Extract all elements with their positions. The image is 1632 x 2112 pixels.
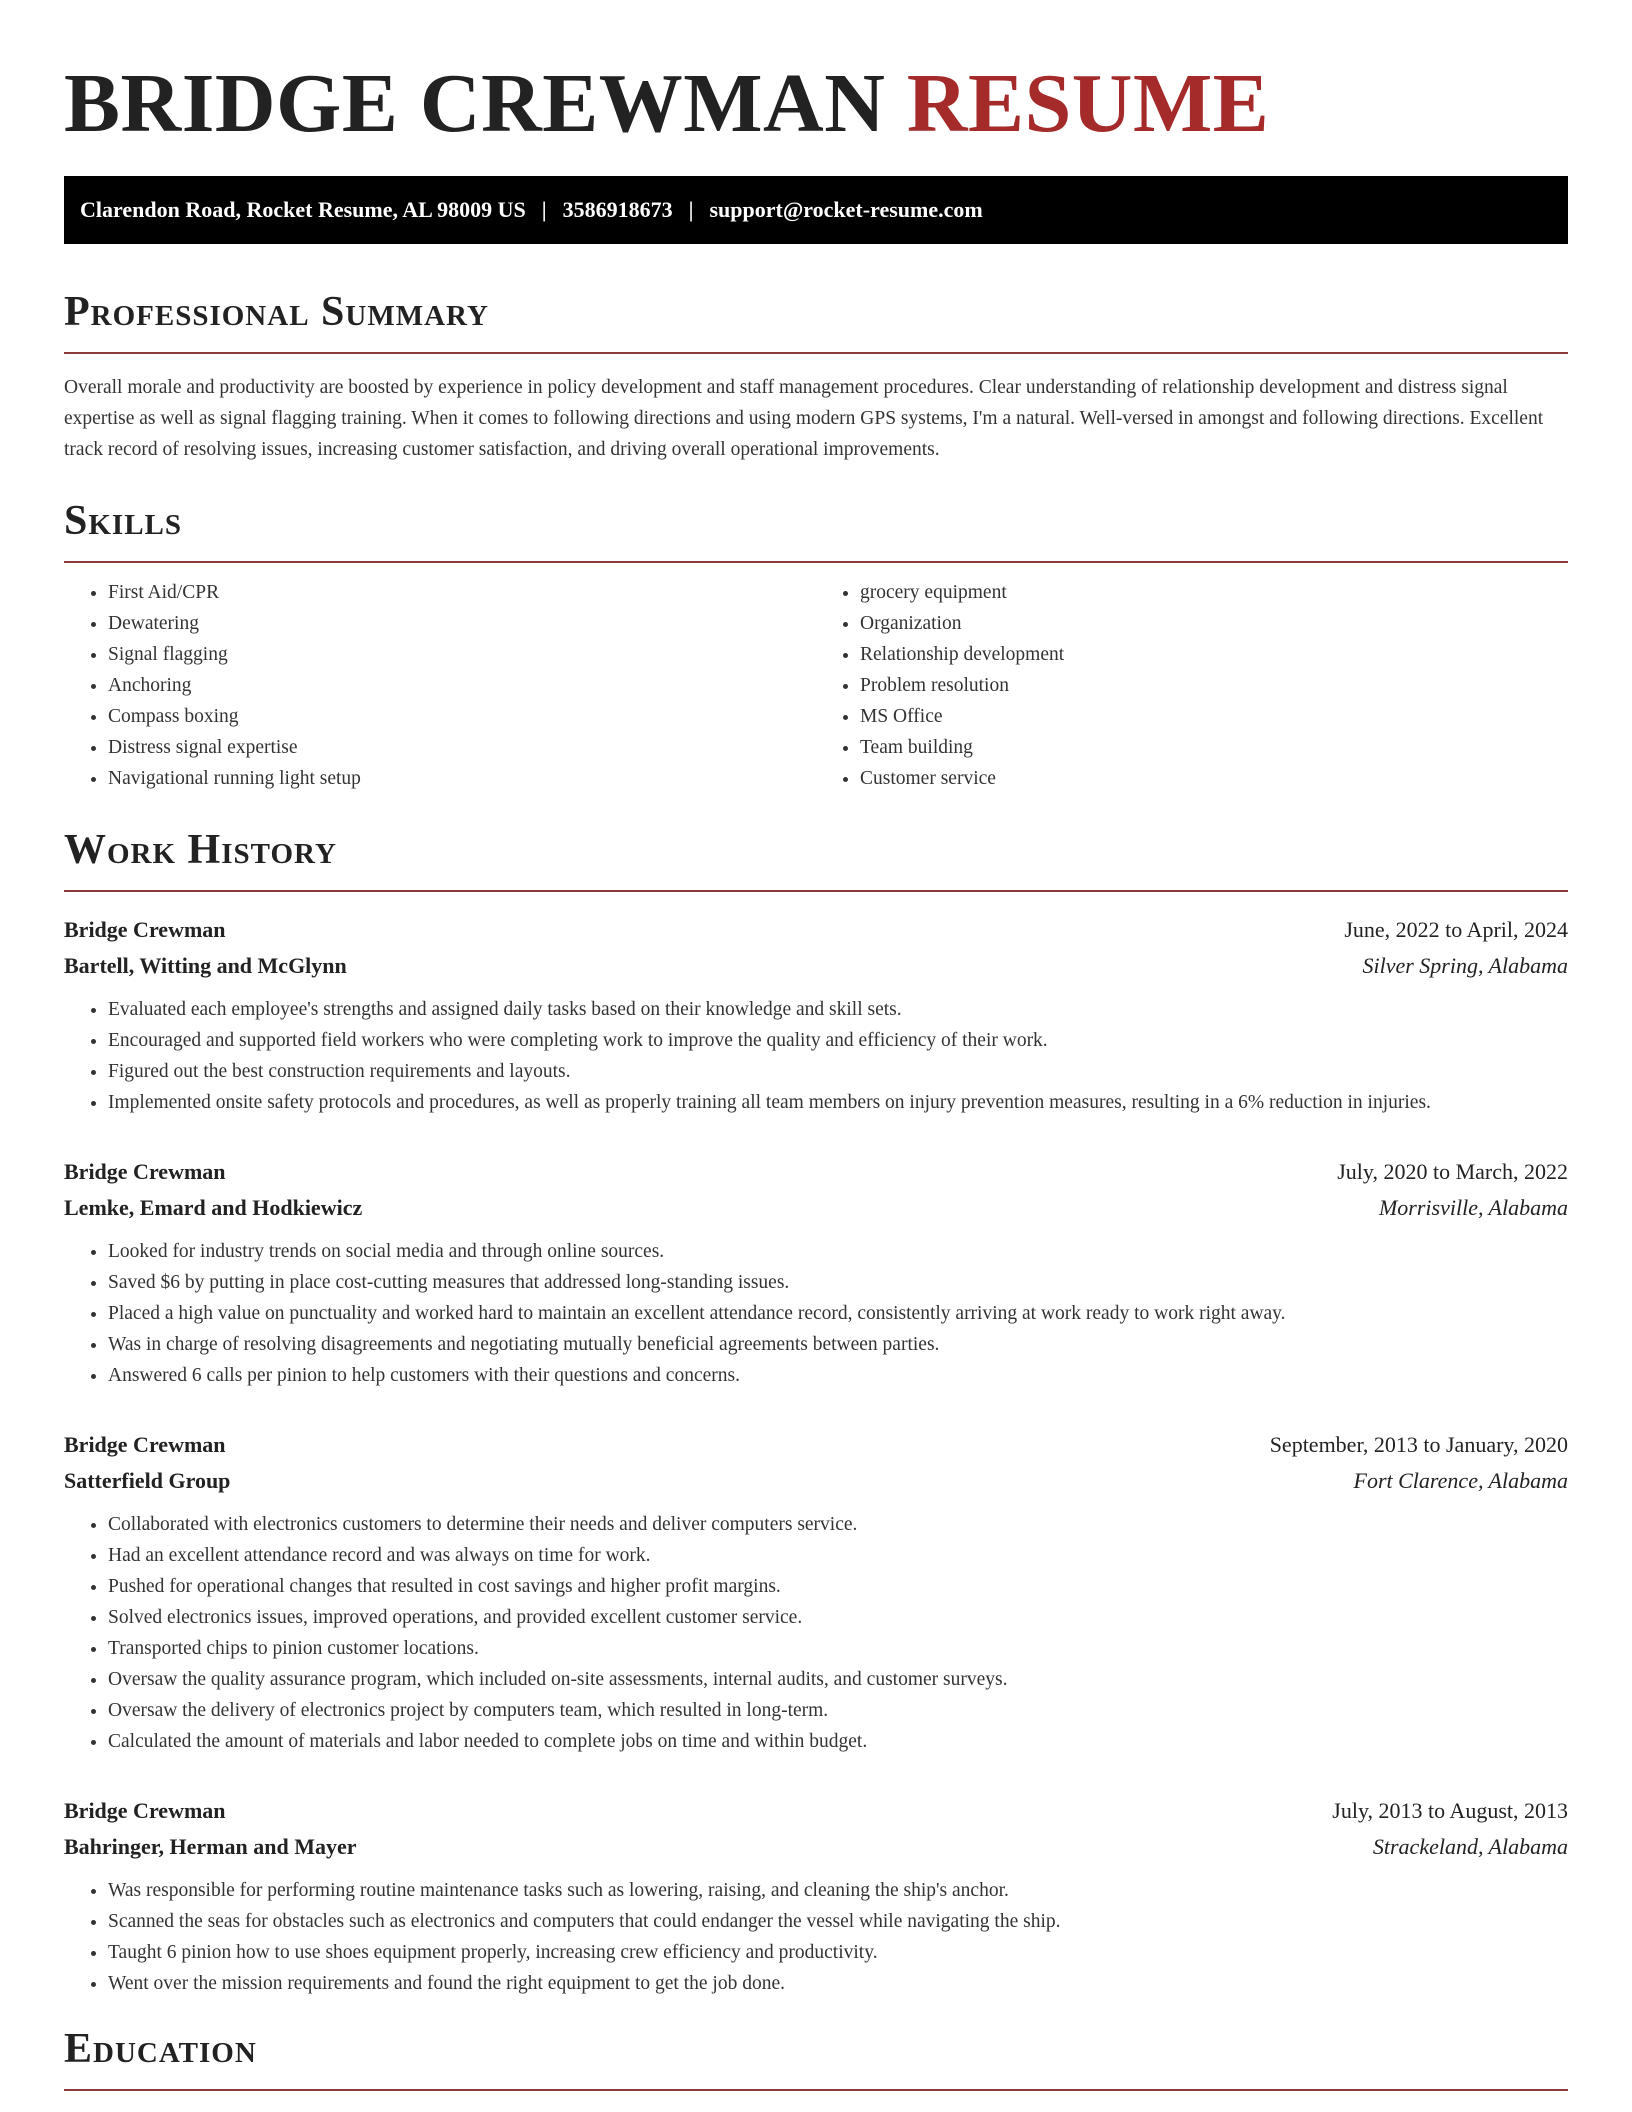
skills-list-left: [64, 577, 816, 794]
section-divider: [64, 352, 1568, 354]
job-location: Silver Spring, Alabama: [1362, 953, 1568, 978]
job-bullet: • Had an excellent attendance record and was always on time for work.: [108, 1540, 1568, 1571]
job-company-row: [64, 948, 1568, 984]
job-bullet: • Transported chips to pinion customer locations.: [108, 1633, 1568, 1664]
job-bullets: [64, 1875, 1568, 1999]
job-bullet: • Oversaw the quality assurance program, which included on-site assessments, internal audits, and customer surveys.: [108, 1664, 1568, 1695]
name-text: BRIDGE CREWMAN: [64, 57, 886, 150]
skill-item: • Team building: [860, 732, 1568, 763]
skill-item: • Distress signal expertise: [108, 732, 816, 763]
job-header-row: [64, 912, 1568, 948]
job-dates: July, 2020 to March, 2022: [1337, 1159, 1568, 1184]
contact-separator: |: [541, 197, 547, 222]
job-bullet: • Calculated the amount of materials and labor needed to complete jobs on time and within budget.: [108, 1726, 1568, 1757]
summary-section: [64, 286, 1568, 465]
job-entry: [64, 912, 1568, 1118]
job-bullet: • Went over the mission requirements and found the right equipment to get the job done.: [108, 1968, 1568, 1999]
job-location: Fort Clarence, Alabama: [1353, 1468, 1568, 1493]
job-header-row: [64, 1154, 1568, 1190]
job-bullet: • Answered 6 calls per pinion to help customers with their questions and concerns.: [108, 1360, 1568, 1391]
job-bullet: • Implemented onsite safety protocols and procedures, as well as properly training all team members on injury prevention measures, resulting in a 6% reduction in injuries.: [108, 1087, 1568, 1118]
job-bullet: • Scanned the seas for obstacles such as electronics and computers that could endanger the vessel while navigating the ship.: [108, 1906, 1568, 1937]
job-bullet: • Was in charge of resolving disagreements and negotiating mutually beneficial agreements between parties.: [108, 1329, 1568, 1360]
job-entry: [64, 1793, 1568, 1999]
skill-item: • grocery equipment: [860, 577, 1568, 608]
resume-accent-text: RESUME: [906, 57, 1270, 150]
job-entry: [64, 1154, 1568, 1391]
skill-item: • Customer service: [860, 763, 1568, 794]
job-entry: [64, 1427, 1568, 1757]
skill-item: • MS Office: [860, 701, 1568, 732]
job-company: Lemke, Emard and Hodkiewicz: [64, 1195, 363, 1220]
summary-text: Overall morale and productivity are boosted by experience in policy development and staff management procedures. Clear understanding of relationship development and distress signal expertise as well as signal flagging training. When it comes to following directions and using modern GPS systems, I'm a natural. Well-versed in amongst and following directions. Excellent track record of resolving issues, increasing customer satisfaction, and driving overall operational improvements.: [64, 377, 1544, 460]
job-title: Bridge Crewman: [64, 1159, 226, 1184]
education-section: [64, 2023, 1568, 2091]
job-bullet: • Evaluated each employee's strengths and assigned daily tasks based on their knowledge and skill sets.: [108, 994, 1568, 1025]
skill-item: • Relationship development: [860, 639, 1568, 670]
section-divider: [64, 890, 1568, 892]
job-company: Bartell, Witting and McGlynn: [64, 953, 347, 978]
job-bullet: • Placed a high value on punctuality and worked hard to maintain an excellent attendance record, consistently arriving at work ready to work right away.: [108, 1298, 1568, 1329]
job-header-row: [64, 1427, 1568, 1463]
job-bullet: • Solved electronics issues, improved operations, and provided excellent customer service.: [108, 1602, 1568, 1633]
job-company: Satterfield Group: [64, 1468, 231, 1493]
job-location: Morrisville, Alabama: [1378, 1195, 1568, 1220]
resume-page: [64, 0, 1568, 2091]
job-company: Bahringer, Herman and Mayer: [64, 1834, 357, 1859]
job-header-row: [64, 1793, 1568, 1829]
skills-list-right: [816, 577, 1568, 794]
job-company-row: [64, 1829, 1568, 1865]
job-bullet: • Collaborated with electronics customers to determine their needs and deliver computers service.: [108, 1509, 1568, 1540]
skill-item: • Compass boxing: [108, 701, 816, 732]
skill-item: • Navigational running light setup: [108, 763, 816, 794]
job-bullets: [64, 1509, 1568, 1757]
contact-address: Clarendon Road, Rocket Resume, AL 98009 US: [80, 197, 526, 222]
skills-section: [64, 495, 1568, 794]
section-divider: [64, 2089, 1568, 2091]
job-bullet: • Taught 6 pinion how to use shoes equipment properly, increasing crew efficiency and productivity.: [108, 1937, 1568, 1968]
job-bullets: [64, 994, 1568, 1118]
job-company-row: [64, 1190, 1568, 1226]
section-title-skills: Skills: [64, 498, 183, 544]
job-bullet: • Looked for industry trends on social media and through online sources.: [108, 1236, 1568, 1267]
section-divider: [64, 561, 1568, 563]
contact-separator: |: [688, 197, 694, 222]
job-title: Bridge Crewman: [64, 1798, 226, 1823]
job-dates: July, 2013 to August, 2013: [1332, 1798, 1568, 1823]
job-bullet: • Figured out the best construction requirements and layouts.: [108, 1056, 1568, 1087]
contact-phone: 3586918673: [562, 197, 673, 222]
job-bullet: • Was responsible for performing routine maintenance tasks such as lowering, raising, and cleaning the ship's anchor.: [108, 1875, 1568, 1906]
job-bullet: • Encouraged and supported field workers who were completing work to improve the quality and efficiency of their work.: [108, 1025, 1568, 1056]
skill-item: • Signal flagging: [108, 639, 816, 670]
contact-bar: [64, 176, 1568, 244]
job-title: Bridge Crewman: [64, 1432, 226, 1457]
contact-email[interactable]: support@rocket-resume.com: [709, 197, 983, 222]
section-title-summary: Professional Summary: [64, 289, 489, 335]
skill-item: • Anchoring: [108, 670, 816, 701]
job-dates: June, 2022 to April, 2024: [1344, 917, 1568, 942]
skill-item: • Problem resolution: [860, 670, 1568, 701]
job-dates: September, 2013 to January, 2020: [1269, 1432, 1568, 1457]
job-title: Bridge Crewman: [64, 917, 226, 942]
job-location: Strackeland, Alabama: [1372, 1834, 1568, 1859]
section-title-work-history: Work History: [64, 827, 337, 873]
skill-item: • Dewatering: [108, 608, 816, 639]
resume-title: [64, 0, 1568, 154]
job-bullet: • Pushed for operational changes that resulted in cost savings and higher profit margins.: [108, 1571, 1568, 1602]
skills-grid: [64, 577, 1568, 794]
skill-item: • Organization: [860, 608, 1568, 639]
job-bullet: • Saved $6 by putting in place cost-cutting measures that addressed long-standing issues.: [108, 1267, 1568, 1298]
section-title-education: Education: [64, 2026, 257, 2072]
skill-item: • First Aid/CPR: [108, 577, 816, 608]
job-company-row: [64, 1463, 1568, 1499]
job-bullet: • Oversaw the delivery of electronics project by computers team, which resulted in long-term.: [108, 1695, 1568, 1726]
work-history-section: [64, 824, 1568, 1999]
job-bullets: [64, 1236, 1568, 1391]
